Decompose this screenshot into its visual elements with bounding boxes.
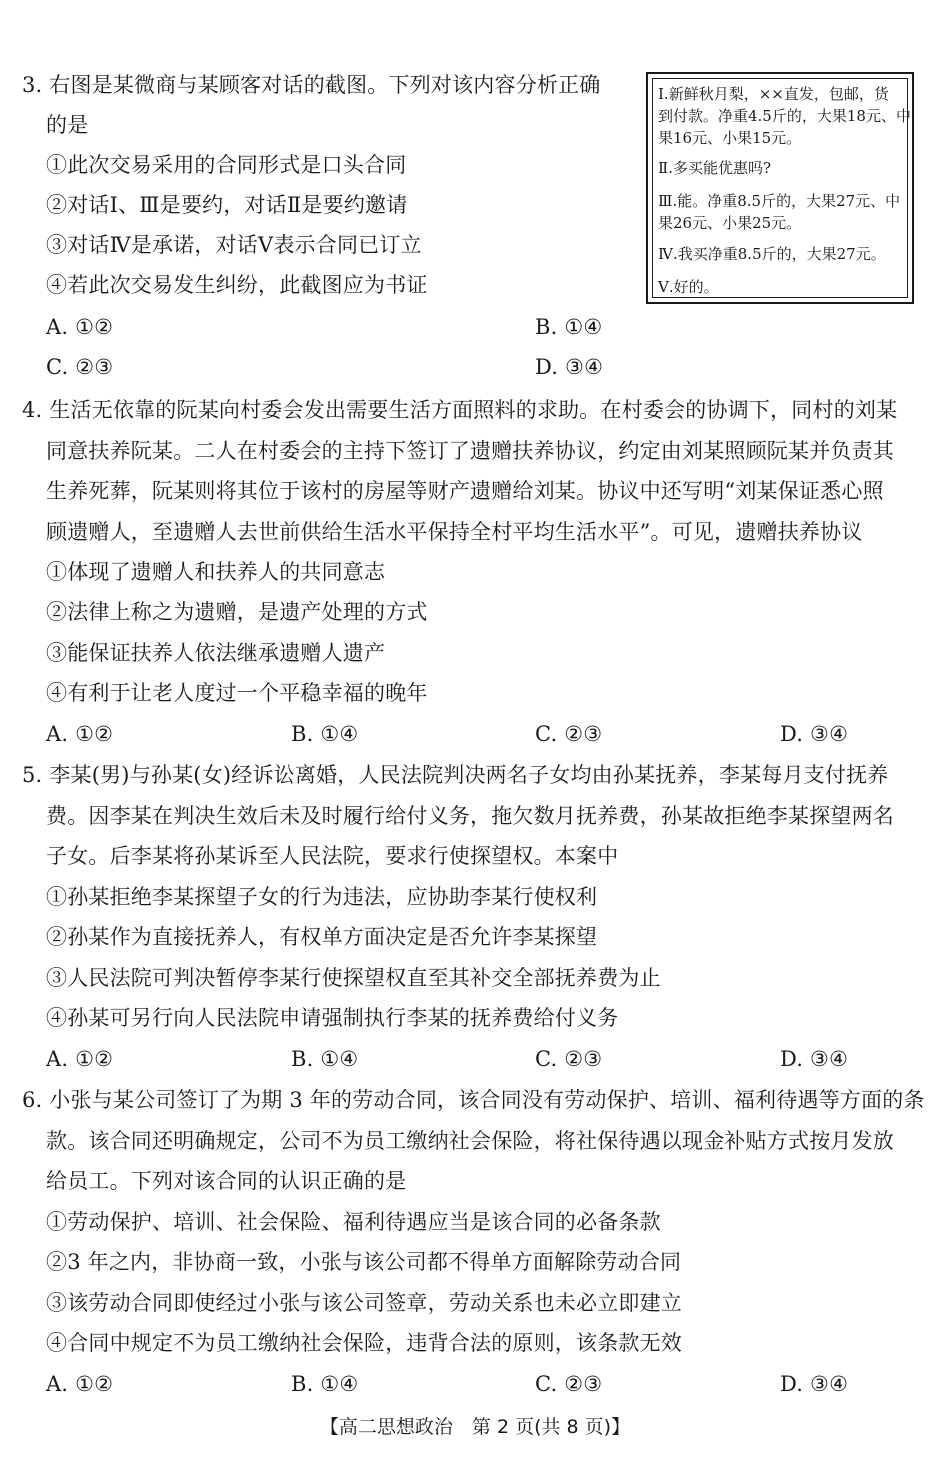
q5-statement-1: ①孙某拒绝李某探望子女的行为违法，应协助李某行使权利	[46, 885, 598, 909]
q4-stem-line-2: 同意扶养阮某。二人在村委会的主持下签订了遗赠扶养协议，约定由刘某照顾阮某并负责其	[46, 439, 894, 463]
q6-statement-4: ④合同中规定不为员工缴纳社会保险，违背合法的原则，该条款无效	[46, 1331, 682, 1355]
q4-stem-line-4: 顾遗赠人，至遗赠人去世前供给生活水平保持全村平均生活水平”。可见，遗赠扶养协议	[46, 520, 863, 544]
q4-statement-4: ④有利于让老人度过一个平稳幸福的晚年	[46, 681, 428, 705]
q6-stem-line-1: 6. 小张与某公司签订了为期 3 年的劳动合同，该合同没有劳动保护、培训、福利待遇等方面的条	[22, 1088, 925, 1112]
chat-screenshot-box	[646, 72, 914, 304]
q3-option-a: A. ①②	[46, 315, 114, 339]
chat-line-6: 果26元、小果25元。	[658, 214, 802, 232]
q4-statement-3: ③能保证扶养人依法继承遗赠人遗产	[46, 641, 386, 665]
q4-statement-2: ②法律上称之为遗赠，是遗产处理的方式	[46, 600, 428, 624]
chat-line-2: 到付款。净重4.5斤的，大果18元、中	[658, 107, 911, 125]
q3-stem-line-1: 3. 右图是某微商与某顾客对话的截图。下列对该内容分析正确	[22, 73, 601, 97]
q5-statement-3: ③人民法院可判决暂停李某行使探望权直至其补交全部抚养费为止	[46, 966, 661, 990]
q6-option-d: D. ③④	[780, 1372, 849, 1396]
q6-statement-1: ①劳动保护、培训、社会保险、福利待遇应当是该合同的必备条款	[46, 1210, 661, 1234]
q3-statement-2: ②对话Ⅰ、Ⅲ是要约，对话Ⅱ是要约邀请	[46, 193, 408, 217]
q5-option-a: A. ①②	[46, 1047, 114, 1071]
q3-option-b: B. ①④	[535, 315, 603, 339]
q5-stem-line-1: 5. 李某(男)与孙某(女)经诉讼离婚，人民法院判决两名子女均由孙某抚养，李某每月支付抚养	[22, 763, 889, 787]
q3-option-d: D. ③④	[535, 355, 604, 379]
q3-statement-1: ①此次交易采用的合同形式是口头合同	[46, 153, 407, 177]
q5-statement-4: ④孙某可另行向人民法院申请强制执行李某的抚养费给付义务	[46, 1006, 619, 1030]
q3-stem-line-2: 的是	[46, 113, 89, 137]
q4-option-b: B. ①④	[291, 722, 359, 746]
chat-line-3: 果16元、小果15元。	[658, 129, 802, 147]
q6-stem-line-2: 款。该合同还明确规定，公司不为员工缴纳社会保险，将社保待遇以现金补贴方式按月发放	[46, 1129, 894, 1153]
q6-option-a: A. ①②	[46, 1372, 114, 1396]
q4-stem-line-3: 生养死葬，阮某则将其位于该村的房屋等财产遗赠给刘某。协议中还写明“刘某保证悉心照	[46, 479, 884, 503]
q4-option-a: A. ①②	[46, 722, 114, 746]
q3-statement-3: ③对话Ⅳ是承诺，对话Ⅴ表示合同已订立	[46, 233, 422, 257]
q6-option-c: C. ②③	[535, 1372, 603, 1396]
q4-statement-1: ①体现了遗赠人和扶养人的共同意志	[46, 560, 386, 584]
q4-option-d: D. ③④	[780, 722, 849, 746]
page-footer: 【高二思想政治 第 2 页(共 8 页)】	[319, 1416, 631, 1438]
chat-screenshot-inner-border	[652, 78, 911, 298]
q6-stem-line-3: 给员工。下列对该合同的认识正确的是	[46, 1169, 407, 1193]
q4-stem-line-1: 4. 生活无依靠的阮某向村委会发出需要生活方面照料的求助。在村委会的协调下，同村的刘某	[22, 398, 898, 422]
q6-option-b: B. ①④	[291, 1372, 359, 1396]
q5-statement-2: ②孙某作为直接抚养人，有权单方面决定是否允许李某探望	[46, 925, 598, 949]
q5-option-c: C. ②③	[535, 1047, 603, 1071]
q5-option-b: B. ①④	[291, 1047, 359, 1071]
q5-stem-line-3: 子女。后李某将孙某诉至人民法院，要求行使探望权。本案中	[46, 844, 619, 868]
q3-option-c: C. ②③	[46, 355, 114, 379]
q5-stem-line-2: 费。因李某在判决生效后未及时履行给付义务，拖欠数月抚养费，孙某故拒绝李某探望两名	[46, 804, 894, 828]
q5-option-d: D. ③④	[780, 1047, 849, 1071]
chat-line-7: Ⅳ.我买净重8.5斤的，大果27元。	[658, 245, 886, 263]
q3-statement-4: ④若此次交易发生纠纷，此截图应为书证	[46, 273, 428, 297]
chat-line-8: Ⅴ.好的。	[658, 278, 719, 296]
q6-statement-3: ③该劳动合同即使经过小张与该公司签章，劳动关系也未必立即建立	[46, 1291, 682, 1315]
q4-option-c: C. ②③	[535, 722, 603, 746]
q6-statement-2: ②3 年之内，非协商一致，小张与该公司都不得单方面解除劳动合同	[46, 1250, 682, 1274]
chat-line-1: Ⅰ.新鲜秋月梨，××直发，包邮，货	[658, 85, 889, 103]
chat-line-4: Ⅱ.多买能优惠吗?	[658, 159, 772, 177]
chat-line-5: Ⅲ.能。净重8.5斤的，大果27元、中	[658, 192, 901, 210]
